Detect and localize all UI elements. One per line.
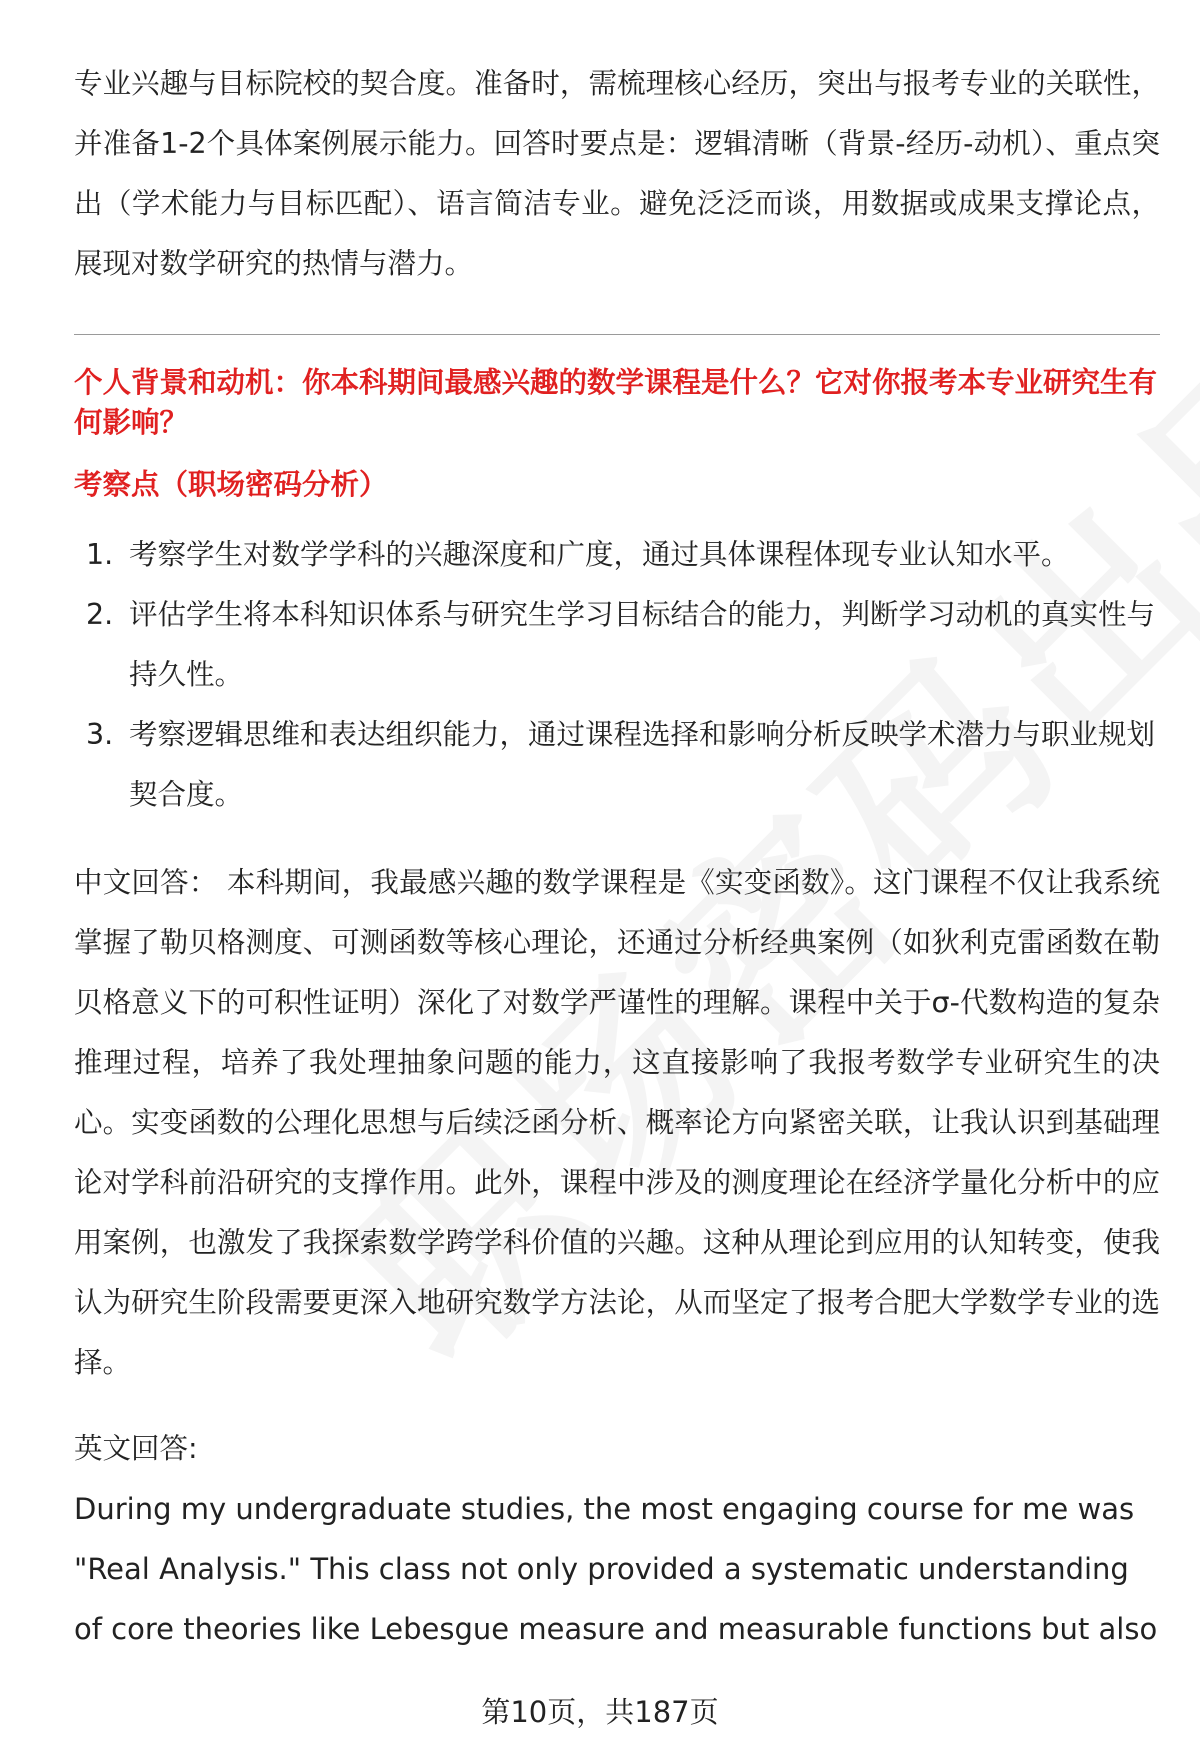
list-item (74, 525, 1160, 585)
list-item-text: 考察学生对数学学科的兴趣深度和广度，通过具体课程体现专业认知水平。 (129, 538, 1070, 571)
list-item (74, 705, 1160, 825)
document-page (74, 54, 1160, 1659)
english-answer-label: 英文回答: (74, 1432, 198, 1465)
question-heading: 个人背景和动机：你本科期间最感兴趣的数学课程是什么？它对你报考本专业研究生有何影响？ (74, 366, 1158, 439)
list-item (74, 585, 1160, 705)
intro-paragraph: 专业兴趣与目标院校的契合度。准备时，需梳理核心经历，突出与报考专业的关联性，并准备1-2个具体案例展示能力。回答时要点是：逻辑清晰（背景-经历-动机）、重点突出（学术能力与目标匹配）、语言简洁专业。避免泛泛而谈，用数据或成果支撑论点，展现对数学研究的热情与潜力。 (74, 67, 1160, 280)
list-number: 3. (86, 718, 114, 751)
list-number: 2. (86, 598, 114, 631)
list-item-text: 考察逻辑思维和表达组织能力，通过课程选择和影响分析反映学术潜力与职业规划契合度。 (129, 718, 1156, 811)
chinese-answer: 中文回答： 本科期间，我最感兴趣的数学课程是《实变函数》。这门课程不仅让我系统掌握了勒贝格测度、可测函数等核心理论，还通过分析经典案例（如狄利克雷函数在勒贝格意义下的可积性证明）深化了对数学严谨性的理解。课程中关于σ-代数构造的复杂推理过程，培养了我处理抽象问题的能力，这直接影响了我报考数学专业研究生的决心。实变函数的公理化思想与后续泛函分析、概率论方向紧密关联，让我认识到基础理论对学科前沿研究的支撑作用。此外，课程中涉及的测度理论在经济学量化分析中的应用案例，也激发了我探索数学跨学科价值的兴趣。这种从理论到应用的认知转变，使我认为研究生阶段需要更深入地研究数学方法论，从而坚定了报考合肥大学数学专业的选择。 (74, 866, 1160, 1379)
english-answer: During my undergraduate studies, the most engaging course for me was "Real Analysis." This class not only provided a systematic understanding of core theories like Lebesgue measure and measurable functions but also (74, 1492, 1158, 1646)
exam-points-title: 考察点（职场密码分析） (74, 468, 388, 501)
section-divider (74, 334, 1160, 335)
list-item-text: 评估学生将本科知识体系与研究生学习目标结合的能力，判断学习动机的真实性与持久性。 (129, 598, 1156, 691)
page-footer: 第10页，共187页 (481, 1695, 719, 1729)
list-number: 1. (86, 538, 114, 571)
exam-points-list (74, 525, 1160, 825)
